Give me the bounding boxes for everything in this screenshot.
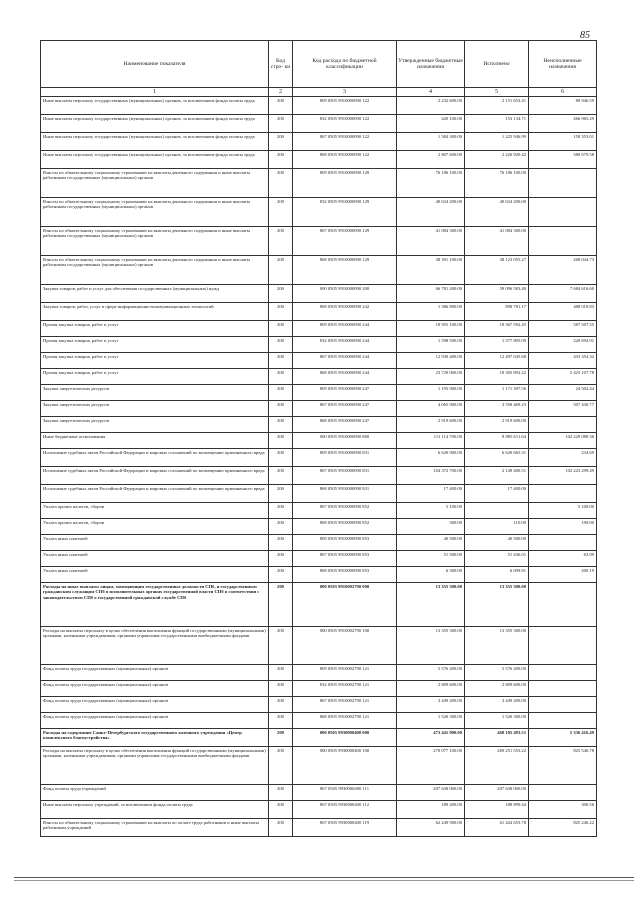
row-expense-code: 867 0505 9910000090 129 [293, 227, 397, 256]
row-approved: 23 729 000.00 [397, 369, 465, 385]
row-expense-code: 832 0505 9910000090 122 [293, 115, 397, 133]
row-expense-code: 867 0505 9930000400 112 [293, 801, 397, 819]
row-approved: 76 186 100.00 [397, 169, 465, 198]
row-executed: 40 634 200.00 [465, 198, 529, 227]
row-executed: 6 099.81 [465, 567, 529, 583]
table-row [41, 151, 597, 169]
table-row [41, 353, 597, 369]
row-expense-code: 867 0505 9910000090 853 [293, 551, 397, 567]
budget-execution-table [40, 40, 597, 837]
row-unexecuted: 102 223 299.49 [529, 467, 597, 485]
row-unexecuted [529, 665, 597, 681]
row-unexecuted [529, 535, 597, 551]
row-approved: 104 372 700.00 [397, 467, 465, 485]
row-approved: 51 500.00 [397, 551, 465, 567]
row-unexecuted: 268 044.73 [529, 256, 597, 285]
table-row [41, 417, 597, 433]
table-row [41, 97, 597, 115]
row-approved: 1 598 500.00 [397, 337, 465, 353]
row-executed: 17 400.00 [465, 485, 529, 503]
row-name: Иные бюджетные ассигнования [41, 433, 269, 449]
row-approved: 2 232 600.00 [397, 97, 465, 115]
column-index-row [41, 88, 597, 97]
row-approved: 1 384 300.00 [397, 133, 465, 151]
row-executed: 898 781.17 [465, 303, 529, 321]
column-index: 6 [529, 88, 597, 97]
row-expense-code: 832 0505 9910000090 244 [293, 337, 397, 353]
row-line-code: 200 [269, 321, 293, 337]
row-line-code: 200 [269, 535, 293, 551]
row-approved: 2 809 600.00 [397, 681, 465, 697]
row-unexecuted: 266 965.29 [529, 115, 597, 133]
row-executed: 61 424 653.78 [465, 819, 529, 837]
row-name: Иные выплаты персоналу учреждений, за исключением фонда оплаты труда [41, 801, 269, 819]
row-approved: 4 065 900.00 [397, 401, 465, 417]
header-unexecuted: Неисполненные назначения [529, 41, 597, 88]
row-expense-code: 832 0505 9910002790 121 [293, 681, 397, 697]
row-executed: 6 620 665.31 [465, 449, 529, 467]
row-unexecuted [529, 583, 597, 627]
row-line-code: 200 [269, 115, 293, 133]
row-name: Взносы по обязательному социальному страхованию на выплаты денежного содержания и иные выплаты работникам государственных (муниципальных) органов [41, 256, 269, 285]
row-name: Фонд оплаты труда государственных (муниципальных) органов [41, 697, 269, 713]
row-line-code: 200 [269, 133, 293, 151]
row-line-code: 200 [269, 713, 293, 729]
row-approved: 1 386 800.00 [397, 303, 465, 321]
row-line-code: 200 [269, 97, 293, 115]
row-line-code: 200 [269, 353, 293, 369]
header-row [41, 41, 597, 88]
row-executed: 2 226 920.42 [465, 151, 529, 169]
row-unexecuted [529, 169, 597, 198]
row-name: Иные выплаты персоналу государственных (муниципальных) органов, за исключением фонда оплаты труда [41, 133, 269, 151]
table-row [41, 551, 597, 567]
row-unexecuted: 587 507.55 [529, 321, 597, 337]
row-expense-code: 867 0505 9910000090 122 [293, 133, 397, 151]
row-expense-code: 868 0505 9910000090 122 [293, 151, 397, 169]
row-approved: 41 084 300.00 [397, 227, 465, 256]
row-approved: 2 919 600.00 [397, 417, 465, 433]
row-approved: 189 200.00 [397, 801, 465, 819]
row-line-code: 200 [269, 337, 293, 353]
row-unexecuted: 24 502.44 [529, 385, 597, 401]
row-executed: 13 355 300.00 [465, 627, 529, 665]
row-unexecuted: 5 423 107.78 [529, 369, 597, 385]
row-approved: 40 500.00 [397, 535, 465, 551]
row-expense-code: 868 0505 9910000090 853 [293, 567, 397, 583]
row-unexecuted: 433 354.32 [529, 353, 597, 369]
row-executed: 1 377 805.09 [465, 337, 529, 353]
row-executed: 8 885 611.64 [465, 433, 529, 449]
table-row [41, 115, 597, 133]
row-expense-code: 867 0505 9910000090 852 [293, 503, 397, 519]
table-body [41, 97, 597, 837]
row-name: Уплата прочих налогов, сборов [41, 503, 269, 519]
table-row [41, 198, 597, 227]
row-executed: 1 225 946.99 [465, 133, 529, 151]
row-name: Закупка энергетических ресурсов [41, 401, 269, 417]
row-approved: 5 576 200.00 [397, 665, 465, 681]
table-row [41, 337, 597, 353]
row-name: Расходы на выплаты персоналу в целях обеспечения выполнения функций государственными (муниципальными) органами, казенными учреждениями, органами управления государственными внебюджетными фондами [41, 747, 269, 785]
row-line-code: 200 [269, 819, 293, 837]
header-line-code: Код стро- ки [269, 41, 293, 88]
row-name: Прочая закупка товаров, работ и услуг [41, 369, 269, 385]
row-expense-code: 867 0505 9930000400 111 [293, 785, 397, 801]
table-row [41, 535, 597, 551]
row-expense-code: 867 0505 9910000090 831 [293, 467, 397, 485]
row-line-code: 200 [269, 369, 293, 385]
table-row [41, 819, 597, 837]
row-approved: 62 249 900.00 [397, 819, 465, 837]
row-approved: 1 195 900.00 [397, 385, 465, 401]
header-executed: Исполнено [465, 41, 529, 88]
row-line-code: 200 [269, 485, 293, 503]
row-line-code: 200 [269, 551, 293, 567]
row-unexecuted: 63.99 [529, 551, 597, 567]
row-name: Прочая закупка товаров, работ и услуг [41, 337, 269, 353]
row-expense-code: 000 0505 9910000090 800 [293, 433, 397, 449]
page-divider [14, 877, 634, 878]
row-approved: 66 781 200.00 [397, 285, 465, 303]
table-row [41, 583, 597, 627]
table-row [41, 785, 597, 801]
row-executed: 18 367 592.45 [465, 321, 529, 337]
row-line-code: 200 [269, 198, 293, 227]
row-expense-code: 000 0505 9930000400 100 [293, 747, 397, 785]
column-index: 2 [269, 88, 293, 97]
row-unexecuted [529, 417, 597, 433]
row-executed: 3 558 469.23 [465, 401, 529, 417]
table-row [41, 747, 597, 785]
row-line-code: 200 [269, 256, 293, 285]
table-row [41, 503, 597, 519]
column-index: 1 [41, 88, 269, 97]
table-row [41, 256, 597, 285]
row-approved: 270 077 100.00 [397, 747, 465, 785]
row-name: Иные выплаты персоналу государственных (муниципальных) органов, за исключением фонда оплаты труда [41, 151, 269, 169]
table-row [41, 385, 597, 401]
row-name: Закупка товаров, работ, услуг в сфере информационно-коммуникационных технологий [41, 303, 269, 321]
row-line-code: 200 [269, 433, 293, 449]
row-expense-code: 809 0505 9910000090 853 [293, 535, 397, 551]
row-executed: 5 576 200.00 [465, 665, 529, 681]
row-unexecuted [529, 627, 597, 665]
row-name: Закупка товаров, работ и услуг для обеспечения государственных (муниципальных) нужд [41, 285, 269, 303]
table-row [41, 697, 597, 713]
row-executed: 59 096 583.40 [465, 285, 529, 303]
row-expense-code: 868 0505 9910002790 121 [293, 713, 397, 729]
row-expense-code: 868 0505 9910000090 831 [293, 485, 397, 503]
row-approved: 18 955 100.00 [397, 321, 465, 337]
row-name: Взносы по обязательному социальному страхованию на выплаты денежного содержания и иные выплаты работникам государственных (муниципальных) органов [41, 198, 269, 227]
row-expense-code: 868 0505 9910000090 247 [293, 417, 397, 433]
row-name: Взносы по обязательному социальному страхованию на выплаты денежного содержания и иные выплаты работникам государственных (муниципальных) органов [41, 227, 269, 256]
row-line-code: 200 [269, 665, 293, 681]
row-name: Иные выплаты персоналу государственных (муниципальных) органов, за исключением фонда оплаты труда [41, 97, 269, 115]
column-index: 4 [397, 88, 465, 97]
row-executed: 1 520 300.00 [465, 713, 529, 729]
row-executed: 76 186 100.00 [465, 169, 529, 198]
row-name: Уплата иных платежей [41, 567, 269, 583]
row-approved: 300.00 [397, 519, 465, 535]
row-line-code: 200 [269, 503, 293, 519]
row-unexecuted [529, 785, 597, 801]
row-name: Исполнение судебных актов Российской Федерации и мировых соглашений по возмещению причиненного вреда [41, 485, 269, 503]
row-unexecuted [529, 713, 597, 729]
row-approved: 2 807 600.00 [397, 151, 465, 169]
row-line-code: 200 [269, 151, 293, 169]
row-name: Прочая закупка товаров, работ и услуг [41, 321, 269, 337]
row-name: Расходы на содержание Санкт-Петербургского государственного казенного учреждения «Центр комплексного благоустройства» [41, 729, 269, 747]
row-expense-code: 867 0505 9910002790 121 [293, 697, 397, 713]
row-approved: 13 355 300.00 [397, 583, 465, 627]
row-unexecuted: 300.56 [529, 801, 597, 819]
row-executed: 40 500.00 [465, 535, 529, 551]
row-line-code: 200 [269, 785, 293, 801]
table-row [41, 449, 597, 467]
row-unexecuted [529, 198, 597, 227]
row-line-code: 200 [269, 227, 293, 256]
row-name: Расходы на иные выплаты лицам, замещающим государственные должности СПб, и государственным гражданским служащим СПб в исполнительных органах государственной власти СПб в соответствии с законодательством СПб о государственной гражданской службе СПб [41, 583, 269, 627]
table-row [41, 729, 597, 747]
row-line-code: 200 [269, 449, 293, 467]
row-unexecuted: 220 694.91 [529, 337, 597, 353]
page-number: 85 [580, 30, 590, 41]
row-approved: 111 114 700.00 [397, 433, 465, 449]
row-unexecuted: 158 353.01 [529, 133, 597, 151]
row-line-code: 200 [269, 583, 293, 627]
table-row [41, 801, 597, 819]
column-index: 5 [465, 88, 529, 97]
row-expense-code: 868 0505 9910000090 244 [293, 369, 397, 385]
row-expense-code: 000 0505 9930000400 000 [293, 729, 397, 747]
row-expense-code: 000 0505 9910002790 000 [293, 583, 397, 627]
row-name: Прочая закупка товаров, работ и услуг [41, 353, 269, 369]
row-expense-code: 868 0505 9910000090 129 [293, 256, 397, 285]
table-row [41, 285, 597, 303]
row-unexecuted [529, 227, 597, 256]
table-row [41, 467, 597, 485]
row-line-code: 200 [269, 801, 293, 819]
table-row [41, 567, 597, 583]
row-approved: 1 520 300.00 [397, 713, 465, 729]
row-executed: 51 436.01 [465, 551, 529, 567]
row-unexecuted [529, 485, 597, 503]
row-executed: 1 171 397.56 [465, 385, 529, 401]
table-row [41, 321, 597, 337]
row-approved: 38 391 100.00 [397, 256, 465, 285]
table-row [41, 401, 597, 417]
column-index: 3 [293, 88, 397, 97]
row-line-code: 200 [269, 169, 293, 198]
table-row [41, 665, 597, 681]
table-row [41, 227, 597, 256]
row-executed: 41 084 300.00 [465, 227, 529, 256]
row-executed: 18 305 892.22 [465, 369, 529, 385]
table-row [41, 519, 597, 535]
row-unexecuted: 102 229 088.36 [529, 433, 597, 449]
row-expense-code: 868 0505 9910000090 242 [293, 303, 397, 321]
header-approved: Утвержденные бюджетные назначения [397, 41, 465, 88]
row-line-code: 200 [269, 729, 293, 747]
row-name: Уплата иных платежей [41, 551, 269, 567]
row-approved: 420 100.00 [397, 115, 465, 133]
row-name: Уплата прочих налогов, сборов [41, 519, 269, 535]
row-executed: 207 638 000.00 [465, 785, 529, 801]
page-divider [14, 880, 634, 881]
table-row [41, 133, 597, 151]
header-expense-code: Код расхода по бюджетной классификации [293, 41, 397, 88]
row-line-code: 200 [269, 385, 293, 401]
row-line-code: 200 [269, 401, 293, 417]
row-unexecuted: 5 100.00 [529, 503, 597, 519]
row-executed [465, 503, 529, 519]
row-unexecuted: 488 018.83 [529, 303, 597, 321]
row-line-code: 200 [269, 285, 293, 303]
row-unexecuted: 825 546.78 [529, 747, 597, 785]
row-expense-code: 809 0505 9910000090 244 [293, 321, 397, 337]
row-expense-code: 868 0505 9910000090 852 [293, 519, 397, 535]
row-name: Взносы по обязательному социальному страхованию на выплаты денежного содержания и иные выплаты работникам государственных (муниципальных) органов [41, 169, 269, 198]
row-line-code: 200 [269, 467, 293, 485]
row-expense-code: 809 0505 9910000090 247 [293, 385, 397, 401]
row-executed: 2 919 600.00 [465, 417, 529, 433]
row-name: Фонд оплаты труда государственных (муниципальных) органов [41, 665, 269, 681]
table-row [41, 485, 597, 503]
row-line-code: 200 [269, 417, 293, 433]
row-executed: 269 251 553.22 [465, 747, 529, 785]
table-row [41, 303, 597, 321]
row-expense-code: 000 0505 9910000090 200 [293, 285, 397, 303]
row-approved: 473 441 900.00 [397, 729, 465, 747]
table-row [41, 369, 597, 385]
row-name: Закупка энергетических ресурсов [41, 385, 269, 401]
row-executed: 2 149 400.51 [465, 467, 529, 485]
row-unexecuted [529, 697, 597, 713]
row-executed: 38 123 055.27 [465, 256, 529, 285]
row-expense-code: 867 0505 9930000400 119 [293, 819, 397, 837]
row-name: Фонд оплаты труда учреждений [41, 785, 269, 801]
row-name: Фонд оплаты труда государственных (муниципальных) органов [41, 681, 269, 697]
row-approved: 12 930 400.00 [397, 353, 465, 369]
table-row [41, 681, 597, 697]
row-line-code: 200 [269, 567, 293, 583]
table-row [41, 433, 597, 449]
row-unexecuted: 7 684 616.60 [529, 285, 597, 303]
row-approved: 207 638 000.00 [397, 785, 465, 801]
row-executed: 2 809 600.00 [465, 681, 529, 697]
row-expense-code: 000 0505 9910002790 100 [293, 627, 397, 665]
row-approved: 3 449 200.00 [397, 697, 465, 713]
row-unexecuted: 580 679.58 [529, 151, 597, 169]
row-unexecuted: 200.19 [529, 567, 597, 583]
row-expense-code: 809 0505 9910000090 831 [293, 449, 397, 467]
row-expense-code: 867 0505 9910000090 244 [293, 353, 397, 369]
row-unexecuted [529, 681, 597, 697]
row-executed: 188 899.44 [465, 801, 529, 819]
row-name: Иные выплаты персоналу государственных (муниципальных) органов, за исключением фонда оплаты труда [41, 115, 269, 133]
row-line-code: 200 [269, 303, 293, 321]
row-line-code: 200 [269, 627, 293, 665]
row-name: Уплата иных платежей [41, 535, 269, 551]
header-indicator-name: Наименование показателя [41, 41, 269, 88]
row-expense-code: 809 0505 9910000090 129 [293, 169, 397, 198]
row-executed: 3 449 200.00 [465, 697, 529, 713]
row-line-code: 200 [269, 681, 293, 697]
row-unexecuted: 507 430.77 [529, 401, 597, 417]
row-executed: 2 151 653.41 [465, 97, 529, 115]
row-approved: 6 300.00 [397, 567, 465, 583]
row-expense-code: 809 0505 9910000090 122 [293, 97, 397, 115]
row-executed: 153 134.71 [465, 115, 529, 133]
row-unexecuted: 234.69 [529, 449, 597, 467]
row-executed: 13 355 300.00 [465, 583, 529, 627]
row-approved: 6 620 900.00 [397, 449, 465, 467]
row-unexecuted: 190.00 [529, 519, 597, 535]
row-name: Закупка энергетических ресурсов [41, 417, 269, 433]
row-unexecuted: 80 946.59 [529, 97, 597, 115]
row-line-code: 200 [269, 747, 293, 785]
row-name: Исполнение судебных актов Российской Федерации и мировых соглашений по возмещению причиненного вреда [41, 449, 269, 467]
row-expense-code: 832 0505 9910000090 129 [293, 198, 397, 227]
table-row [41, 627, 597, 665]
row-name: Расходы на выплаты персоналу в целях обеспечения выполнения функций государственными (муниципальными) органами, казенными учреждениями, органами управления государственными внебюджетными фондами [41, 627, 269, 665]
row-unexecuted: 825 246.22 [529, 819, 597, 837]
table-row [41, 169, 597, 198]
row-approved: 5 100.00 [397, 503, 465, 519]
row-executed: 12 497 045.68 [465, 353, 529, 369]
row-line-code: 200 [269, 519, 293, 535]
table-row [41, 713, 597, 729]
row-approved: 17 400.00 [397, 485, 465, 503]
row-unexecuted: 5 336 416.49 [529, 729, 597, 747]
row-expense-code: 867 0505 9910000090 247 [293, 401, 397, 417]
row-expense-code: 809 0505 9910002790 121 [293, 665, 397, 681]
row-approved: 40 634 200.00 [397, 198, 465, 227]
row-approved: 13 355 300.00 [397, 627, 465, 665]
row-name: Фонд оплаты труда государственных (муниципальных) органов [41, 713, 269, 729]
row-executed: 468 105 483.51 [465, 729, 529, 747]
row-name: Исполнение судебных актов Российской Федерации и мировых соглашений по возмещению причиненного вреда [41, 467, 269, 485]
row-executed: 110.00 [465, 519, 529, 535]
row-name: Взносы по обязательному социальному страхованию на выплаты по оплате труда работников и иные выплаты работникам учреждений [41, 819, 269, 837]
row-line-code: 200 [269, 697, 293, 713]
